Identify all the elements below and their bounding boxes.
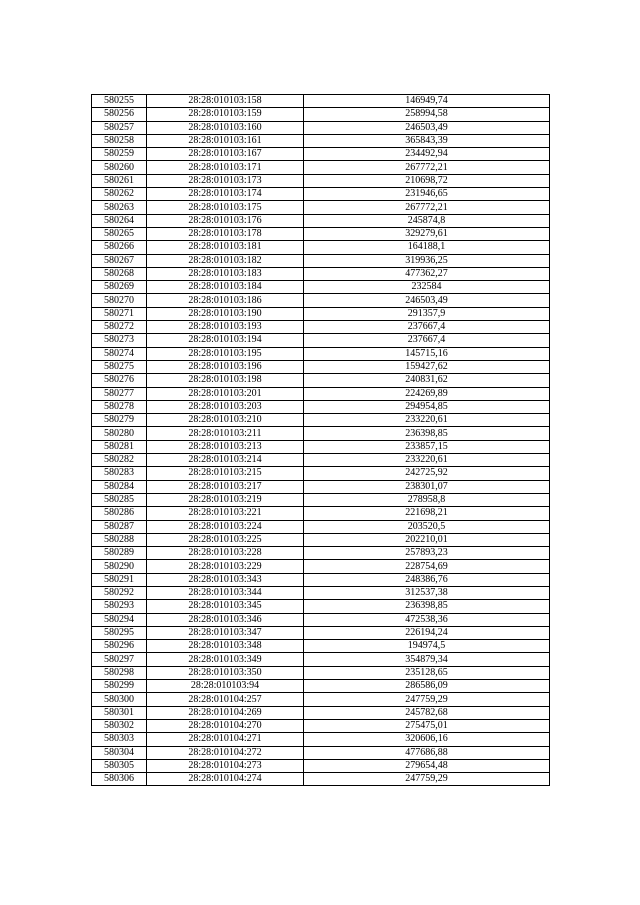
cadastral-number-cell: 28:28:010103:211 <box>147 427 304 440</box>
cadastral-number-cell: 28:28:010103:167 <box>147 148 304 161</box>
value-cell: 159427,62 <box>304 360 550 373</box>
record-number-cell: 580300 <box>92 693 147 706</box>
cadastral-number-cell: 28:28:010103:219 <box>147 493 304 506</box>
cadastral-number-cell: 28:28:010103:345 <box>147 600 304 613</box>
record-number-cell: 580288 <box>92 533 147 546</box>
table-row <box>92 400 550 413</box>
cadastral-number-cell: 28:28:010103:201 <box>147 387 304 400</box>
table-row <box>92 626 550 639</box>
value-cell: 237667,4 <box>304 334 550 347</box>
value-cell: 294954,85 <box>304 400 550 413</box>
table-row <box>92 281 550 294</box>
cadastral-number-cell: 28:28:010103:183 <box>147 267 304 280</box>
value-cell: 226194,24 <box>304 626 550 639</box>
table-row <box>92 600 550 613</box>
value-cell: 267772,21 <box>304 201 550 214</box>
record-number-cell: 580295 <box>92 626 147 639</box>
record-number-cell: 580262 <box>92 188 147 201</box>
record-number-cell: 580279 <box>92 414 147 427</box>
table-row <box>92 454 550 467</box>
cadastral-number-cell: 28:28:010103:229 <box>147 560 304 573</box>
record-number-cell: 580298 <box>92 666 147 679</box>
record-number-cell: 580299 <box>92 680 147 693</box>
table-row <box>92 201 550 214</box>
table-row <box>92 188 550 201</box>
value-cell: 365843,39 <box>304 134 550 147</box>
table-row <box>92 387 550 400</box>
value-cell: 257893,23 <box>304 547 550 560</box>
record-number-cell: 580275 <box>92 360 147 373</box>
value-cell: 224269,89 <box>304 387 550 400</box>
cadastral-number-cell: 28:28:010103:190 <box>147 307 304 320</box>
value-cell: 228754,69 <box>304 560 550 573</box>
record-number-cell: 580290 <box>92 560 147 573</box>
record-number-cell: 580297 <box>92 653 147 666</box>
record-number-cell: 580306 <box>92 773 147 786</box>
value-cell: 258994,58 <box>304 108 550 121</box>
table-row <box>92 108 550 121</box>
cadastral-number-cell: 28:28:010103:343 <box>147 573 304 586</box>
cadastral-number-cell: 28:28:010103:210 <box>147 414 304 427</box>
cadastral-number-cell: 28:28:010104:257 <box>147 693 304 706</box>
cadastral-number-cell: 28:28:010103:194 <box>147 334 304 347</box>
cadastral-number-cell: 28:28:010103:161 <box>147 134 304 147</box>
table-row <box>92 121 550 134</box>
cadastral-number-cell: 28:28:010103:186 <box>147 294 304 307</box>
record-number-cell: 580257 <box>92 121 147 134</box>
table-row <box>92 440 550 453</box>
record-number-cell: 580267 <box>92 254 147 267</box>
value-cell: 477362,27 <box>304 267 550 280</box>
table-row <box>92 307 550 320</box>
value-cell: 146949,74 <box>304 95 550 108</box>
record-number-cell: 580260 <box>92 161 147 174</box>
table-row <box>92 134 550 147</box>
value-cell: 210698,72 <box>304 174 550 187</box>
value-cell: 242725,92 <box>304 467 550 480</box>
value-cell: 240831,62 <box>304 374 550 387</box>
cadastral-number-cell: 28:28:010103:213 <box>147 440 304 453</box>
value-cell: 236398,85 <box>304 600 550 613</box>
value-cell: 245874,8 <box>304 214 550 227</box>
cadastral-number-cell: 28:28:010103:175 <box>147 201 304 214</box>
record-number-cell: 580284 <box>92 480 147 493</box>
cadastral-number-cell: 28:28:010103:182 <box>147 254 304 267</box>
cadastral-number-cell: 28:28:010103:221 <box>147 507 304 520</box>
value-cell: 477686,88 <box>304 746 550 759</box>
table-row <box>92 586 550 599</box>
cadastral-number-cell: 28:28:010103:198 <box>147 374 304 387</box>
value-cell: 233220,61 <box>304 454 550 467</box>
table-row <box>92 573 550 586</box>
value-cell: 202210,01 <box>304 533 550 546</box>
table-row <box>92 507 550 520</box>
table-row <box>92 427 550 440</box>
record-number-cell: 580266 <box>92 241 147 254</box>
value-cell: 279654,48 <box>304 759 550 772</box>
record-number-cell: 580271 <box>92 307 147 320</box>
value-cell: 232584 <box>304 281 550 294</box>
value-cell: 233220,61 <box>304 414 550 427</box>
record-number-cell: 580280 <box>92 427 147 440</box>
cadastral-number-cell: 28:28:010104:271 <box>147 733 304 746</box>
record-number-cell: 580272 <box>92 321 147 334</box>
cadastral-number-cell: 28:28:010103:217 <box>147 480 304 493</box>
record-number-cell: 580303 <box>92 733 147 746</box>
cadastral-value-table <box>91 94 550 786</box>
record-number-cell: 580255 <box>92 95 147 108</box>
cadastral-number-cell: 28:28:010103:225 <box>147 533 304 546</box>
value-cell: 221698,21 <box>304 507 550 520</box>
table-row <box>92 414 550 427</box>
table-row <box>92 254 550 267</box>
table-row <box>92 267 550 280</box>
table-row <box>92 773 550 786</box>
cadastral-number-cell: 28:28:010103:344 <box>147 586 304 599</box>
cadastral-number-cell: 28:28:010103:347 <box>147 626 304 639</box>
cadastral-number-cell: 28:28:010103:348 <box>147 640 304 653</box>
table-body <box>92 95 550 786</box>
table-row <box>92 653 550 666</box>
value-cell: 354879,34 <box>304 653 550 666</box>
table-row <box>92 374 550 387</box>
table-row <box>92 719 550 732</box>
table-row <box>92 214 550 227</box>
table-row <box>92 680 550 693</box>
record-number-cell: 580263 <box>92 201 147 214</box>
table-row <box>92 148 550 161</box>
value-cell: 238301,07 <box>304 480 550 493</box>
value-cell: 291357,9 <box>304 307 550 320</box>
value-cell: 233857,15 <box>304 440 550 453</box>
record-number-cell: 580274 <box>92 347 147 360</box>
record-number-cell: 580269 <box>92 281 147 294</box>
cadastral-number-cell: 28:28:010103:174 <box>147 188 304 201</box>
value-cell: 286586,09 <box>304 680 550 693</box>
record-number-cell: 580256 <box>92 108 147 121</box>
value-cell: 237667,4 <box>304 321 550 334</box>
record-number-cell: 580304 <box>92 746 147 759</box>
cadastral-number-cell: 28:28:010103:214 <box>147 454 304 467</box>
value-cell: 245782,68 <box>304 706 550 719</box>
table-row <box>92 693 550 706</box>
cadastral-number-cell: 28:28:010103:350 <box>147 666 304 679</box>
value-cell: 248386,76 <box>304 573 550 586</box>
value-cell: 267772,21 <box>304 161 550 174</box>
cadastral-number-cell: 28:28:010103:193 <box>147 321 304 334</box>
record-number-cell: 580282 <box>92 454 147 467</box>
record-number-cell: 580302 <box>92 719 147 732</box>
cadastral-number-cell: 28:28:010103:181 <box>147 241 304 254</box>
value-cell: 275475,01 <box>304 719 550 732</box>
table-row <box>92 746 550 759</box>
cadastral-number-cell: 28:28:010104:270 <box>147 719 304 732</box>
cadastral-number-cell: 28:28:010103:346 <box>147 613 304 626</box>
cadastral-number-cell: 28:28:010103:349 <box>147 653 304 666</box>
cadastral-number-cell: 28:28:010103:171 <box>147 161 304 174</box>
table-row <box>92 493 550 506</box>
table-row <box>92 733 550 746</box>
cadastral-number-cell: 28:28:010103:94 <box>147 680 304 693</box>
table-row <box>92 241 550 254</box>
table-row <box>92 360 550 373</box>
record-number-cell: 580268 <box>92 267 147 280</box>
record-number-cell: 580285 <box>92 493 147 506</box>
value-cell: 472538,36 <box>304 613 550 626</box>
cadastral-number-cell: 28:28:010103:228 <box>147 547 304 560</box>
cadastral-number-cell: 28:28:010103:224 <box>147 520 304 533</box>
cadastral-number-cell: 28:28:010104:273 <box>147 759 304 772</box>
cadastral-number-cell: 28:28:010104:274 <box>147 773 304 786</box>
table-row <box>92 640 550 653</box>
cadastral-number-cell: 28:28:010103:159 <box>147 108 304 121</box>
record-number-cell: 580281 <box>92 440 147 453</box>
value-cell: 164188,1 <box>304 241 550 254</box>
record-number-cell: 580296 <box>92 640 147 653</box>
value-cell: 320606,16 <box>304 733 550 746</box>
record-number-cell: 580261 <box>92 174 147 187</box>
table-row <box>92 613 550 626</box>
table-row <box>92 467 550 480</box>
value-cell: 246503,49 <box>304 294 550 307</box>
table-row <box>92 334 550 347</box>
value-cell: 194974,5 <box>304 640 550 653</box>
table-row <box>92 321 550 334</box>
record-number-cell: 580259 <box>92 148 147 161</box>
table-row <box>92 227 550 240</box>
value-cell: 247759,29 <box>304 773 550 786</box>
cadastral-number-cell: 28:28:010103:215 <box>147 467 304 480</box>
value-cell: 203520,5 <box>304 520 550 533</box>
value-cell: 278958,8 <box>304 493 550 506</box>
value-cell: 145715,16 <box>304 347 550 360</box>
record-number-cell: 580283 <box>92 467 147 480</box>
table-row <box>92 666 550 679</box>
table-row <box>92 560 550 573</box>
cadastral-number-cell: 28:28:010103:160 <box>147 121 304 134</box>
table-row <box>92 95 550 108</box>
record-number-cell: 580293 <box>92 600 147 613</box>
value-cell: 319936,25 <box>304 254 550 267</box>
record-number-cell: 580265 <box>92 227 147 240</box>
value-cell: 231946,65 <box>304 188 550 201</box>
record-number-cell: 580289 <box>92 547 147 560</box>
record-number-cell: 580276 <box>92 374 147 387</box>
record-number-cell: 580264 <box>92 214 147 227</box>
value-cell: 247759,29 <box>304 693 550 706</box>
table-row <box>92 533 550 546</box>
record-number-cell: 580301 <box>92 706 147 719</box>
value-cell: 234492,94 <box>304 148 550 161</box>
cadastral-number-cell: 28:28:010103:203 <box>147 400 304 413</box>
cadastral-number-cell: 28:28:010104:272 <box>147 746 304 759</box>
value-cell: 236398,85 <box>304 427 550 440</box>
cadastral-number-cell: 28:28:010103:176 <box>147 214 304 227</box>
table-row <box>92 294 550 307</box>
record-number-cell: 580305 <box>92 759 147 772</box>
record-number-cell: 580287 <box>92 520 147 533</box>
cadastral-number-cell: 28:28:010103:195 <box>147 347 304 360</box>
table-row <box>92 347 550 360</box>
record-number-cell: 580291 <box>92 573 147 586</box>
cadastral-number-cell: 28:28:010103:196 <box>147 360 304 373</box>
record-number-cell: 580292 <box>92 586 147 599</box>
record-number-cell: 580270 <box>92 294 147 307</box>
record-number-cell: 580294 <box>92 613 147 626</box>
value-cell: 246503,49 <box>304 121 550 134</box>
cadastral-number-cell: 28:28:010103:173 <box>147 174 304 187</box>
table-row <box>92 161 550 174</box>
record-number-cell: 580277 <box>92 387 147 400</box>
record-number-cell: 580286 <box>92 507 147 520</box>
table-row <box>92 547 550 560</box>
record-number-cell: 580273 <box>92 334 147 347</box>
cadastral-number-cell: 28:28:010104:269 <box>147 706 304 719</box>
record-number-cell: 580258 <box>92 134 147 147</box>
cadastral-number-cell: 28:28:010103:178 <box>147 227 304 240</box>
table-row <box>92 520 550 533</box>
cadastral-number-cell: 28:28:010103:158 <box>147 95 304 108</box>
value-cell: 235128,65 <box>304 666 550 679</box>
table-row <box>92 480 550 493</box>
table-row <box>92 759 550 772</box>
value-cell: 329279,61 <box>304 227 550 240</box>
table-row <box>92 174 550 187</box>
record-number-cell: 580278 <box>92 400 147 413</box>
table-row <box>92 706 550 719</box>
cadastral-number-cell: 28:28:010103:184 <box>147 281 304 294</box>
value-cell: 312537,38 <box>304 586 550 599</box>
